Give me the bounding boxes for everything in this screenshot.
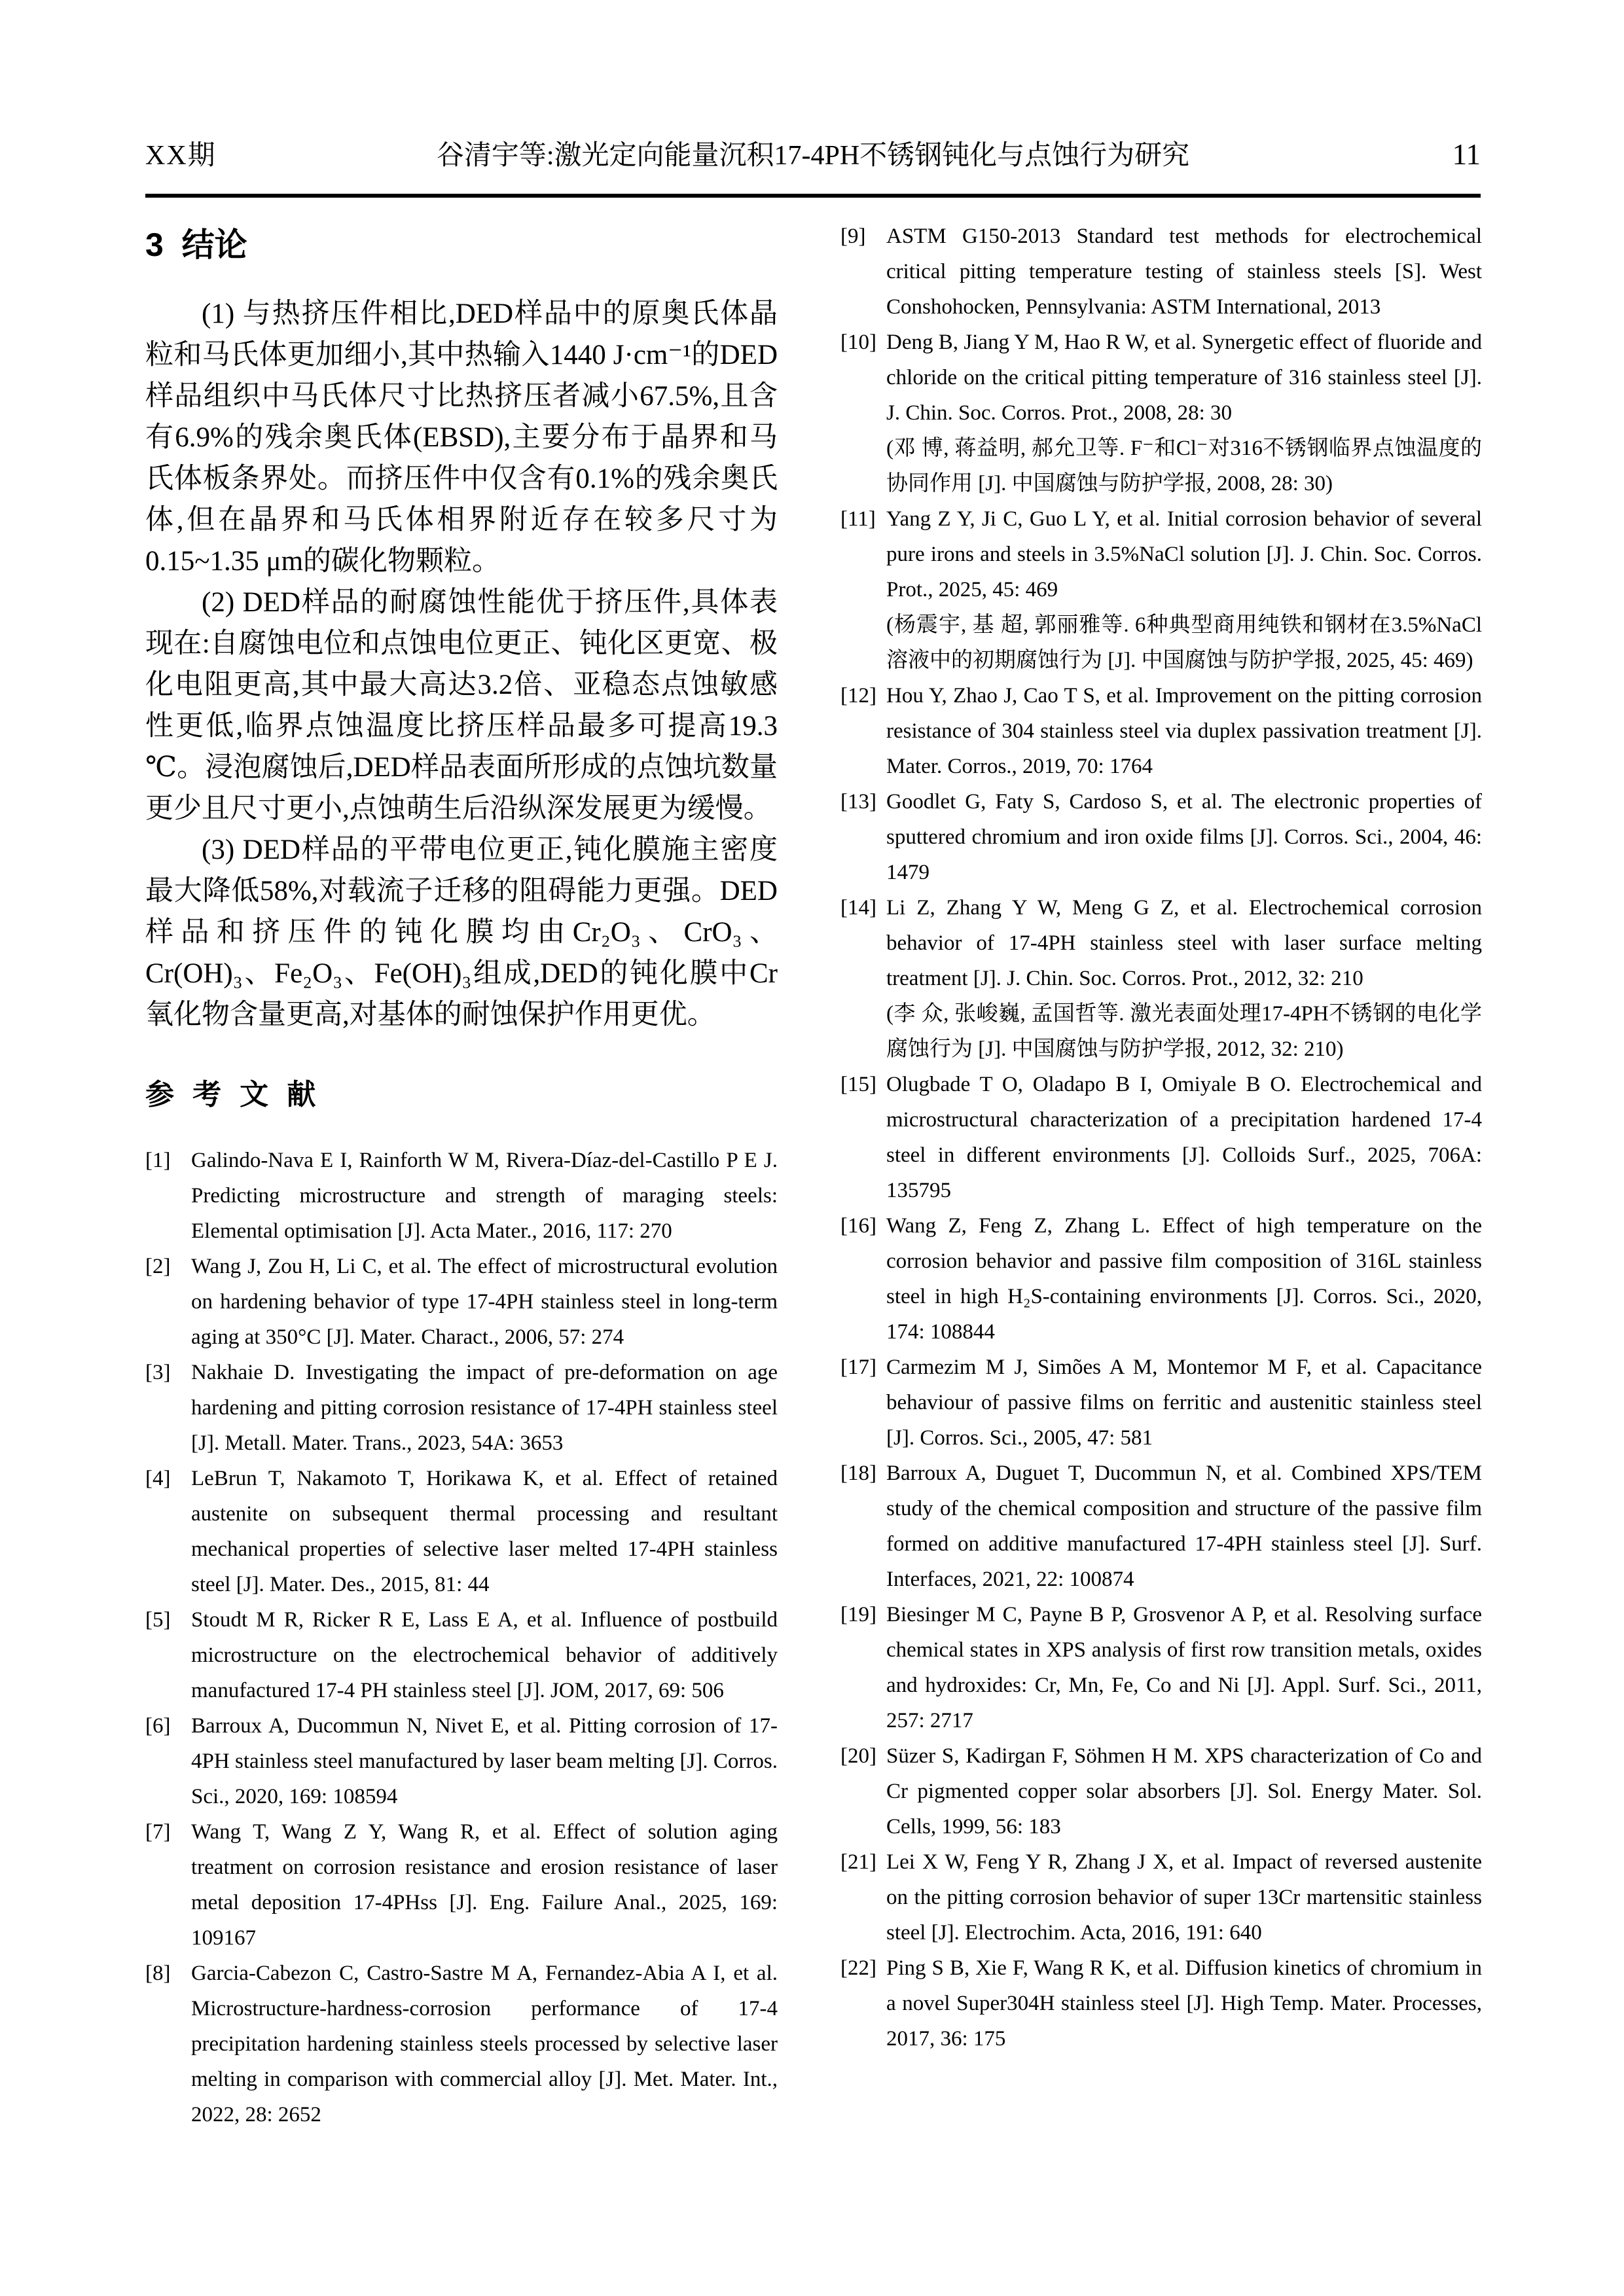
reference-text: [886, 219, 1482, 325]
reference-item: [840, 1456, 1482, 1597]
reference-text: [191, 1708, 778, 1814]
conclusion-paragraph: (3) DED样品的平带电位更正,钝化膜施主密度最大降低58%,对载流子迁移的阻碍能力更强。DED样品和挤压件的钝化膜均由Cr₂O₃、CrO₃、Cr(OH)₃、Fe₂O₃、Fe(OH)₃组成,DED的钝化膜中Cr氧化物含量更高,对基体的耐蚀保护作用更优。: [145, 834, 778, 1030]
reference-label: [13]: [840, 790, 876, 814]
reference-item: [840, 1067, 1482, 1208]
reference-citation-en: Olugbade T O, Oladapo B I, Omiyale B O. Electrochemical and microstructural characterization of a precipitation hardened 17-4 steel in different environments [J]. Colloids Surf., 2025, 706A: 135795: [886, 1073, 1482, 1202]
reference-item: [145, 1355, 778, 1461]
reference-item: [145, 1708, 778, 1814]
reference-citation-en: Wang Z, Feng Z, Zhang L. Effect of high temperature on the corrosion behavior and passive film composition of 316L stainless steel in high H₂S-containing environments [J]. Corros. Sci., 2020, 174: 108844: [886, 1214, 1482, 1344]
reference-citation-en: Biesinger M C, Payne B P, Grosvenor A P, et al. Resolving surface chemical states in XPS analysis of first row transition metals, oxides and hydroxides: Cr, Mn, Fe, Co and Ni [J]. Appl. Surf. Sci., 2011, 257: 2717: [886, 1603, 1482, 1732]
reference-label: [19]: [840, 1603, 876, 1626]
reference-citation-en: Goodlet G, Faty S, Cardoso S, et al. The electronic properties of sputtered chromium and iron oxide films [J]. Corros. Sci., 2004, 46: 1479: [886, 790, 1482, 884]
reference-label: [15]: [840, 1073, 876, 1096]
reference-citation-en: Lei X W, Feng Y R, Zhang J X, et al. Impact of reversed austenite on the pitting corrosion behavior of super 13Cr martensitic stainless steel [J]. Electrochim. Acta, 2016, 191: 640: [886, 1850, 1482, 1945]
reference-item: [840, 219, 1482, 325]
reference-citation-en: Ping S B, Xie F, Wang R K, et al. Diffusion kinetics of chromium in a novel Super304H stainless steel [J]. High Temp. Mater. Processes, 2017, 36: 175: [886, 1956, 1482, 2051]
reference-label: [6]: [145, 1714, 171, 1738]
reference-item: [145, 1461, 778, 1602]
reference-label: [11]: [840, 507, 876, 531]
reference-label: [17]: [840, 1355, 876, 1379]
conclusion-paragraph: (2) DED样品的耐腐蚀性能优于挤压件,具体表现在:自腐蚀电位和点蚀电位更正、钝化区更宽、极化电阻更高,其中最大高达3.2倍、亚稳态点蚀敏感性更低,临界点蚀温度比挤压样品最多可提高19.3 ℃。浸泡腐蚀后,DED样品表面所形成的点蚀坑数量更少且尺寸更小,点蚀萌生后沿纵深发展更为缓慢。: [145, 587, 778, 824]
references-heading: 参 考 文 献: [145, 1079, 321, 1111]
reference-citation-en: Barroux A, Ducommun N, Nivet E, et al. Pitting corrosion of 17-4PH stainless steel manufactured by laser beam melting [J]. Corros. Sci., 2020, 169: 108594: [191, 1714, 778, 1808]
reference-label: [21]: [840, 1850, 876, 1874]
reference-citation-en: Hou Y, Zhao J, Cao T S, et al. Improvement on the pitting corrosion resistance of 304 stainless steel via duplex passivation treatment [J]. Mater. Corros., 2019, 70: 1764: [886, 684, 1482, 778]
reference-item: [145, 1143, 778, 1249]
reference-citation-en: Li Z, Zhang Y W, Meng G Z, et al. Electrochemical corrosion behavior of 17-4PH stainless steel with laser surface melting treatment [J]. J. Chin. Soc. Corros. Prot., 2012, 32: 210: [886, 896, 1482, 990]
reference-label: [4]: [145, 1467, 171, 1490]
reference-citation-en: Deng B, Jiang Y M, Hao R W, et al. Synergetic effect of fluoride and chloride on the critical pitting temperature of 316 stainless steel [J]. J. Chin. Soc. Corros. Prot., 2008, 28: 30: [886, 331, 1482, 425]
reference-item: [840, 678, 1482, 784]
reference-item: [840, 784, 1482, 890]
reference-label: [12]: [840, 684, 876, 708]
reference-list-right: [840, 219, 1482, 2056]
right-column: [840, 219, 1482, 2056]
reference-text: [886, 890, 1482, 1067]
reference-label: [22]: [840, 1956, 876, 1980]
reference-text: [191, 1814, 778, 1956]
reference-text: [191, 1956, 778, 2132]
reference-label: [1]: [145, 1149, 171, 1172]
reference-item: [145, 1956, 778, 2132]
reference-item: [840, 1350, 1482, 1456]
reference-citation-en: Wang J, Zou H, Li C, et al. The effect of microstructural evolution on hardening behavior of type 17-4PH stainless steel in long-term aging at 350°C [J]. Mater. Charact., 2006, 57: 274: [191, 1255, 778, 1349]
reference-citation-cn: (邓 博, 蒋益明, 郝允卫等. F⁻和Cl⁻对316不锈钢临界点蚀温度的协同作用 [J]. 中国腐蚀与防护学报, 2008, 28: 30): [886, 437, 1482, 495]
reference-label: [14]: [840, 896, 876, 920]
page-header: [145, 134, 1481, 173]
reference-text: [886, 1738, 1482, 1844]
reference-citation-en: Galindo-Nava E I, Rainforth W M, Rivera-Díaz-del-Castillo P E J. Predicting microstructure and strength of maraging steels: Elemental optimisation [J]. Acta Mater., 2016, 117: 270: [191, 1149, 778, 1243]
reference-item: [840, 501, 1482, 678]
reference-label: [3]: [145, 1361, 171, 1384]
reference-label: [5]: [145, 1608, 171, 1632]
reference-label: [2]: [145, 1255, 171, 1278]
reference-citation-en: Yang Z Y, Ji C, Guo L Y, et al. Initial corrosion behavior of several pure irons and steels in 3.5%NaCl solution [J]. J. Chin. Soc. Corros. Prot., 2025, 45: 469: [886, 507, 1482, 601]
reference-list-left: [145, 1143, 778, 2132]
reference-citation-en: Garcia-Cabezon C, Castro-Sastre M A, Fernandez-Abia A I, et al. Microstructure-hardness-corrosion performance of 17-4 precipitation hardening stainless steels processed by selective laser melting in comparison with commercial alloy [J]. Met. Mater. Int., 2022, 28: 2652: [191, 1962, 778, 2126]
reference-text: [886, 1208, 1482, 1350]
reference-text: [191, 1143, 778, 1249]
conclusion-paragraphs: [145, 293, 778, 1035]
reference-text: [886, 784, 1482, 890]
reference-label: [16]: [840, 1214, 876, 1238]
issue-label: XX期: [145, 141, 217, 171]
running-title: 谷清宇等:激光定向能量沉积17-4PH不锈钢钝化与点蚀行为研究: [436, 141, 1190, 171]
reference-text: [886, 1844, 1482, 1950]
reference-text: [886, 325, 1482, 501]
reference-citation-en: ASTM G150-2013 Standard test methods for electrochemical critical pitting temperature testing of stainless steels [S]. West Conshohocken, Pennsylvania: ASTM International, 2013: [886, 224, 1482, 319]
reference-text: [886, 678, 1482, 784]
reference-citation-en: Barroux A, Duguet T, Ducommun N, et al. Combined XPS/TEM study of the chemical composition and structure of the passive film formed on additive manufactured 17-4PH stainless steel [J]. Surf. Interfaces, 2021, 22: 100874: [886, 1462, 1482, 1591]
reference-label: [7]: [145, 1820, 171, 1844]
reference-citation-en: Carmezim M J, Simões A M, Montemor M F, et al. Capacitance behaviour of passive films on ferritic and austenitic stainless steel [J]. Corros. Sci., 2005, 47: 581: [886, 1355, 1482, 1450]
reference-item: [840, 1597, 1482, 1738]
reference-item: [840, 890, 1482, 1067]
reference-label: [18]: [840, 1462, 876, 1485]
header-rule: [145, 194, 1481, 198]
reference-text: [886, 1456, 1482, 1597]
reference-item: [840, 1950, 1482, 2056]
reference-item: [840, 1738, 1482, 1844]
reference-text: [886, 1350, 1482, 1456]
reference-text: [886, 1950, 1482, 2056]
reference-label: [9]: [840, 224, 866, 248]
reference-text: [886, 1067, 1482, 1208]
reference-item: [840, 1844, 1482, 1950]
reference-text: [886, 1597, 1482, 1738]
reference-label: [10]: [840, 331, 876, 354]
reference-item: [145, 1602, 778, 1708]
reference-text: [191, 1461, 778, 1602]
reference-label: [20]: [840, 1744, 876, 1768]
reference-label: [8]: [145, 1962, 171, 1985]
reference-citation-en: Nakhaie D. Investigating the impact of pre-deformation on age hardening and pitting corrosion resistance of 17-4PH stainless steel [J]. Metall. Mater. Trans., 2023, 54A: 3653: [191, 1361, 778, 1455]
reference-citation-cn: (杨震宇, 基 超, 郭丽雅等. 6种典型商用纯铁和钢材在3.5%NaCl溶液中的初期腐蚀行为 [J]. 中国腐蚀与防护学报, 2025, 45: 469): [886, 613, 1482, 672]
reference-text: [191, 1249, 778, 1355]
reference-text: [886, 501, 1482, 678]
reference-citation-en: LeBrun T, Nakamoto T, Horikawa K, et al. Effect of retained austenite on subsequent thermal processing and resultant mechanical properties of selective laser melted 17-4PH stainless steel [J]. Mater. Des., 2015, 81: 44: [191, 1467, 778, 1596]
reference-text: [191, 1602, 778, 1708]
left-column: [145, 219, 778, 2132]
reference-item: [840, 1208, 1482, 1350]
reference-citation-en: Wang T, Wang Z Y, Wang R, et al. Effect of solution aging treatment on corrosion resistance and erosion resistance of laser metal deposition 17-4PHss [J]. Eng. Failure Anal., 2025, 169: 109167: [191, 1820, 778, 1950]
conclusion-paragraph: (1) 与热挤压件相比,DED样品中的原奥氏体晶粒和马氏体更加细小,其中热输入1440 J·cm⁻¹的DED样品组织中马氏体尺寸比热挤压者减小67.5%,且含有6.9%的残余奥氏体(EBSD),主要分布于晶界和马氏体板条界处。而挤压件中仅含有0.1%的残余奥氏体,但在晶界和马氏体相界附近存在较多尺寸为0.15~1.35 μm的碳化物颗粒。: [145, 298, 778, 577]
reference-item: [145, 1249, 778, 1355]
reference-citation-cn: (李 众, 张峻巍, 孟国哲等. 激光表面处理17-4PH不锈钢的电化学腐蚀行为 [J]. 中国腐蚀与防护学报, 2012, 32: 210): [886, 1002, 1482, 1061]
reference-text: [191, 1355, 778, 1461]
reference-citation-en: Stoudt M R, Ricker R E, Lass E A, et al. Influence of postbuild microstructure on the electrochemical behavior of additively manufactured 17-4 PH stainless steel [J]. JOM, 2017, 69: 506: [191, 1608, 778, 1702]
reference-item: [840, 325, 1482, 501]
reference-citation-en: Süzer S, Kadirgan F, Söhmen H M. XPS characterization of Co and Cr pigmented copper solar absorbers [J]. Sol. Energy Mater. Sol. Cells, 1999, 56: 183: [886, 1744, 1482, 1839]
page-number: 11: [1452, 138, 1481, 171]
reference-item: [145, 1814, 778, 1956]
conclusion-heading: 3 结论: [145, 226, 247, 263]
